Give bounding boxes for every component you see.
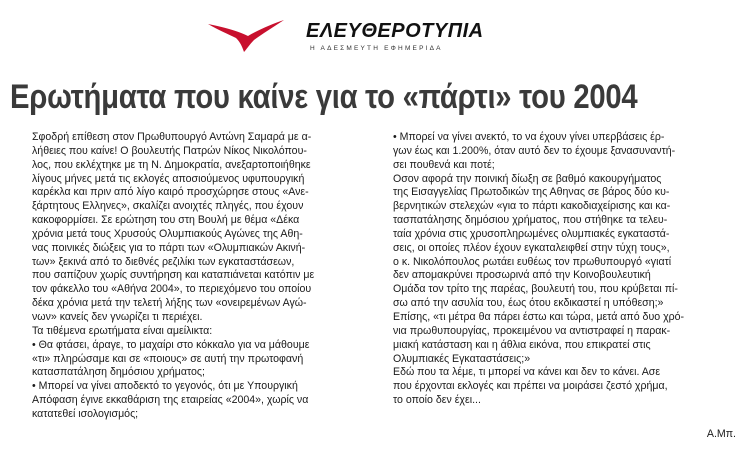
masthead <box>206 14 526 54</box>
text-line: • Θα φτάσει, άραγε, το μαχαίρι στο κόκκαλο για να μάθουμε <box>32 338 310 351</box>
text-line: χρόνια μετά τους Χρυσούς Ολυμπιακούς Αγώνες της Αθη- <box>32 227 303 240</box>
text-line: Απόφαση έγινε εκκαθάριση της εταιρείας «2004», χωρίς να <box>32 394 309 407</box>
text-line: της Εισαγγελίας Πρωτοδικών της Αθηνας σε βάρος δύο κυ- <box>393 186 670 199</box>
text-line: που σαπίζουν χωρίς συντήρηση και καταπιάνεται κατόπιν με <box>32 269 315 282</box>
text-line: νων» κανείς δεν γνωρίζει τι περιέχει. <box>32 310 203 323</box>
paper-tagline: Η ΑΔΕΣΜΕΥΤΗ ΕΦΗΜΕΡΙΔΑ <box>310 45 443 52</box>
text-line: ξάρτητους Ελληνες», σκαλίζει ανοιχτές πληγές, που έχουν <box>32 200 304 213</box>
text-line: σεις, οι οποίες πλέον έχουν εγκαταλειφθεί στην τύχη τους», <box>393 241 670 254</box>
text-line: νια πρωθυπουργίας, προκειμένου να αντιστραφεί η παρακ- <box>393 324 671 337</box>
paper-name: ΕΛΕΥΘΕΡΟΤΥΠΙΑ <box>306 20 484 42</box>
text-line: τον φάκελλο του «Αθήνα 2004», το περιεχόμενο του οποίου <box>32 283 312 296</box>
text-line: καρέκλα και πριν από λίγο καιρό προσχώρησε στους «Ανε- <box>32 186 309 199</box>
article-headline: Ερωτήματα που καίνε για το «πάρτι» του 2004 <box>10 78 638 116</box>
text-line: δέκα χρόνια μετά την τελετή λήξης των «ονειρεμένων Αγώ- <box>32 297 307 310</box>
text-line: σει πουθενά και ποτέ; <box>393 158 495 171</box>
text-line: λίγους μήνες μετά τις εκλογές αποσιούμενος υφυπουργική <box>32 172 305 185</box>
article-column-right <box>393 131 743 408</box>
text-line: Επίσης, «τι μέτρα θα πάρει έστω και τώρα, μετά από δυο χρό- <box>393 310 685 323</box>
text-line: κατασπατάληση δημόσιου χρήματος; <box>32 366 205 379</box>
text-line: των» ξεκινά από το διεθνές ρεζιλίκι των εγκαταστάσεων, <box>32 255 295 268</box>
text-line: Εδώ που τα λέμε, τι μπορεί να κάνει και δεν το κάνει. Ασε <box>393 366 661 379</box>
article-column-left <box>32 131 384 422</box>
text-line: Οσον αφορά την ποινική δίωξη σε βαθμό κακουργήματος <box>393 172 662 185</box>
text-line: λος, που εκλέχτηκε με τη Ν. Δημοκρατία, ανεξαρτοποιήθηκε <box>32 158 311 171</box>
text-line: ο κ. Νικολόπουλος ρωτάει ευθέως τον πρωθυπουργό «γιατί <box>393 255 672 268</box>
text-line: • Μπορεί να γίνει ανεκτό, το να έχουν γίνει υπερβάσεις έρ- <box>393 131 665 143</box>
text-line: γων έως και 1.200%, όταν αυτό δεν το έχουμε ξανασυναντή- <box>393 144 676 157</box>
text-line: Ομάδα τον τρίτο της παρέας, βουλευτή του, που κρύβεται πί- <box>393 283 678 296</box>
author-signature: Α.Μπ. <box>706 428 736 440</box>
text-line: κακοφορμίσει. Σε ερώτηση του στη Βουλή με θέμα «Δέκα <box>32 214 300 227</box>
text-line: το οποίο δεν έχει... <box>393 394 481 407</box>
text-line: που έρχονται εκλογές και πρέπει να μοιράσει ζεστό χρήμα, <box>393 380 668 393</box>
text-line: κατατεθεί ισολογισμός; <box>32 407 139 420</box>
text-line: λήθειες που καίνε! Ο βουλευτής Πατρών Νίκος Νικολόπου- <box>32 144 307 157</box>
text-line: • Μπορεί να γίνει αποδεκτό το γεγονός, ότι με Υπουργική <box>32 380 298 393</box>
text-line: δεν απομακρύνει προσωρινά από την Κοινοβουλευτική <box>393 269 651 282</box>
text-line: Σφοδρή επίθεση στον Πρωθυπουργό Αντώνη Σαμαρά με α- <box>32 131 312 143</box>
text-line: μιακή κατάσταση και η άθλια εικόνα, που επικρατεί στις <box>393 338 651 351</box>
text-line: «τι» πληρώσαμε και σε «ποιους» σε αυτή την πρωτοφανή <box>32 352 304 365</box>
text-line: βερνητικών στελεχών «για το πάρτι κακοδιαχείρισης και κα- <box>393 200 671 213</box>
text-line: Τα τιθέμενα ερωτήματα είναι αμείλικτα: <box>32 324 213 337</box>
swift-bird-logo-icon <box>206 18 286 52</box>
text-line: ταία χρόνια στις χρυσοπληρωμένες ολυμπιακές εγκαταστά- <box>393 227 670 240</box>
text-line: νας ποινικές διώξεις για το πάρτι των «Ολυμπιακών Ακινή- <box>32 241 306 254</box>
text-line: σω από την ασυλία του, έως ότου εκδικαστεί η υπόθεση;» <box>393 297 664 310</box>
text-line: Ολυμπιακές Εγκαταστάσεις;» <box>393 352 531 365</box>
text-line: τασπατάλησης δημόσιου χρήματος, που στήθηκε τα τελευ- <box>393 214 668 227</box>
